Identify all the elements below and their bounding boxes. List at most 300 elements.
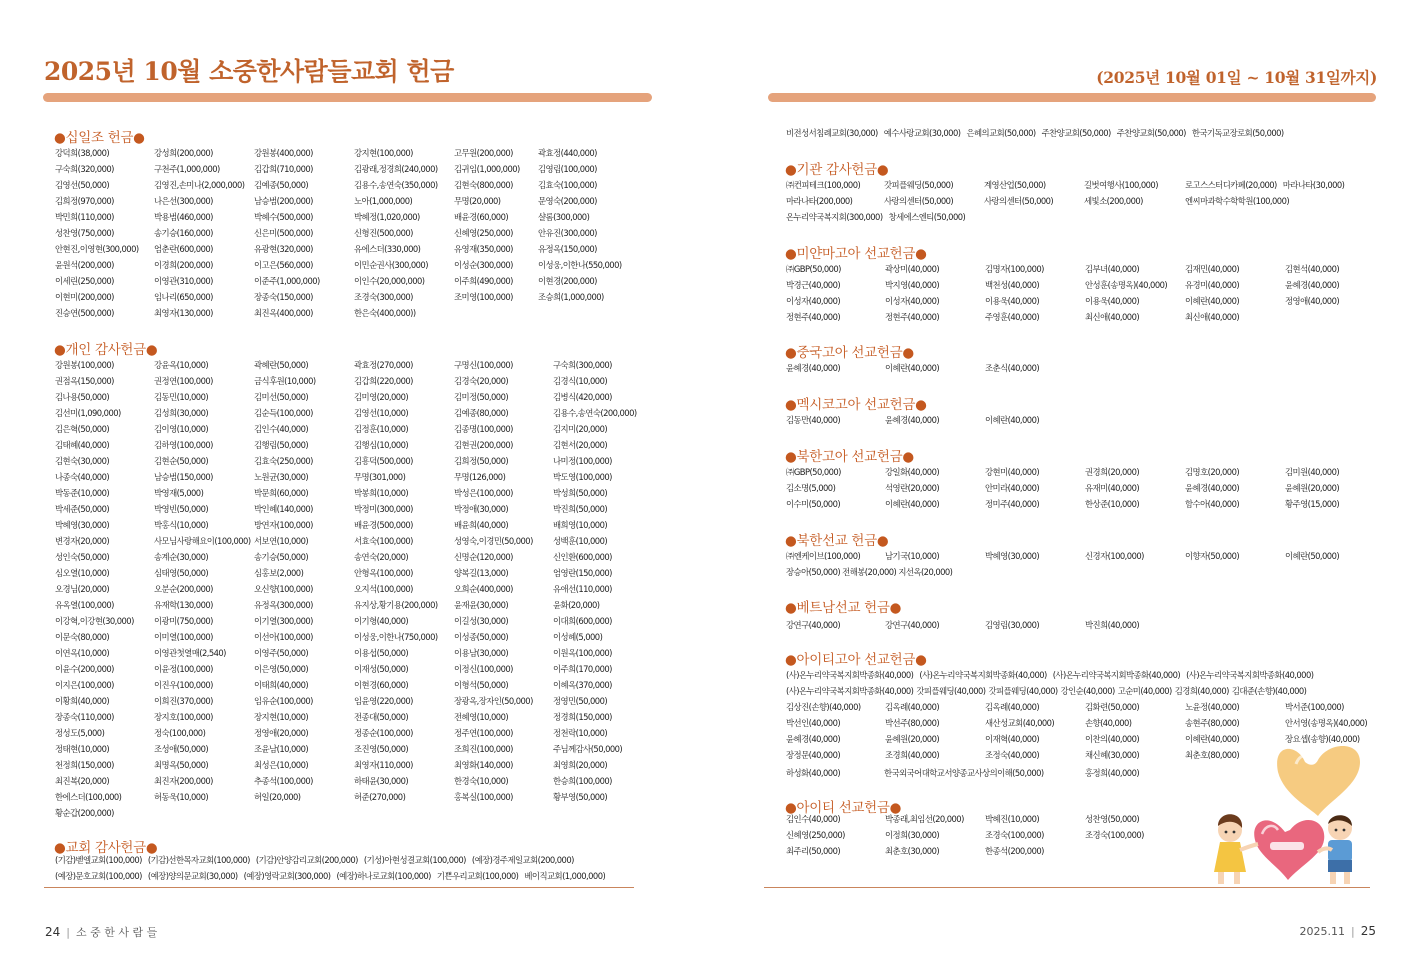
haiti-orphan-title: ●아이티고아 선교헌금●: [785, 652, 927, 668]
list-item: 기쁜우리교회(100,000): [436, 871, 519, 881]
list-item: 이향자(50,000): [1185, 551, 1240, 561]
list-item: 박문희(60,000): [254, 488, 309, 498]
list-item: 정경희(150,000): [553, 712, 612, 722]
list-item: 이희진(370,000): [154, 696, 213, 706]
list-item: 곽혜란(50,000): [254, 360, 309, 370]
list-item: 박세준(50,000): [55, 504, 110, 514]
list-item: 유에스더(330,000): [354, 244, 421, 254]
list-item: 송계순(30,000): [154, 552, 209, 562]
list-item: 이찬의(40,000): [1085, 734, 1140, 744]
list-item: 김효숙(100,000): [538, 180, 597, 190]
list-item: 박영빈(50,000): [154, 504, 209, 514]
list-item: 강일화(40,000): [885, 467, 940, 477]
list-item: (사)온누리약국복지회박종화(40,000): [1186, 670, 1314, 680]
list-item: 엄춘란(600,000): [154, 244, 213, 254]
list-item: 권경희(20,000): [1085, 467, 1140, 477]
list-item: 조경숙(100,000): [1085, 830, 1144, 840]
list-item: 한국외국어대학교서양종교사상의이해(50,000): [884, 768, 1044, 778]
haiti-orphan-lastline: [786, 765, 1145, 781]
list-item: 김미영(20,000): [354, 392, 409, 402]
list-item: 조윤남(10,000): [254, 744, 309, 754]
list-item: 박봉희(10,000): [354, 488, 409, 498]
list-item: 김동만(40,000): [786, 415, 841, 425]
list-item: 이성웅,이한나(750,000): [354, 632, 438, 642]
list-item: 이혜란(50,000): [1285, 551, 1340, 561]
list-item: 강덕희(38,000): [55, 148, 110, 158]
list-item: 갓피플웨딩(40,000): [916, 686, 986, 696]
list-item: 안현진,이영현(300,000): [55, 244, 139, 254]
list-item: 최신애(40,000): [1185, 312, 1240, 322]
haiti-orphan-line-2: [786, 683, 1312, 699]
list-item: 이연옥(10,000): [55, 648, 110, 658]
list-item: 이준주(1,000,000): [254, 276, 320, 286]
list-item: 이경희(200,000): [154, 260, 213, 270]
list-item: 정주연(100,000): [454, 728, 513, 738]
list-item: 김대준(손향)(40,000): [1231, 686, 1307, 696]
list-item: 박혜진(10,000): [985, 814, 1040, 824]
list-item: 정태현(10,000): [55, 744, 110, 754]
list-item: 한경숙(10,000): [454, 776, 509, 786]
list-item: 김용수,송연숙(200,000): [553, 408, 637, 418]
list-item: 이혜란(40,000): [885, 499, 940, 509]
list-item: 김현숙(30,000): [55, 456, 110, 466]
list-item: 심홍보(2,000): [254, 568, 304, 578]
list-item: (기성)아현성결교회(100,000): [363, 855, 466, 865]
list-item: 박종래,최임선(20,000): [885, 814, 964, 824]
list-item: 조희진(100,000): [454, 744, 513, 754]
list-item: 김희정(50,000): [454, 456, 509, 466]
list-item: 이혜란(40,000): [985, 415, 1040, 425]
list-item: 강연구(40,000): [885, 620, 940, 630]
list-item: 김현서(20,000): [553, 440, 608, 450]
list-item: 유정옥(300,000): [254, 600, 313, 610]
list-item: 이수미(50,000): [786, 499, 841, 509]
mexico-list: [786, 412, 1376, 428]
list-item: 황주영(15,000): [1285, 499, 1340, 509]
list-item: 이재성(50,000): [354, 664, 409, 674]
list-item: 구천주(1,000,000): [154, 164, 220, 174]
list-item: 박혜수(500,000): [254, 212, 313, 222]
list-item: 유재미(40,000): [1085, 483, 1140, 493]
list-item: 이재혁(40,000): [985, 734, 1040, 744]
list-item: 무명(301,000): [354, 472, 406, 482]
list-item: 유애선(110,000): [553, 584, 612, 594]
list-item: 이주희(170,000): [553, 664, 612, 674]
list-item: 안유진(300,000): [538, 228, 597, 238]
list-item: 최신애(40,000): [1085, 312, 1140, 322]
list-item: 김명호(20,000): [1185, 467, 1240, 477]
nk-mission-list: [786, 548, 1376, 564]
list-item: 무명(126,000): [454, 472, 506, 482]
list-item: 김행심(10,000): [354, 440, 409, 450]
list-item: 이기형(40,000): [354, 616, 409, 626]
list-item: 김경식(10,000): [553, 376, 608, 386]
list-item: 사랑의센터(50,000): [984, 196, 1054, 206]
personal-title: ●개인 감사헌금●: [54, 342, 158, 358]
list-item: 금식후원(10,000): [254, 376, 316, 386]
list-item: 주찬양교회(50,000): [1116, 128, 1186, 138]
list-item: 최성은(10,000): [254, 760, 309, 770]
list-item: 새산성교회(40,000): [985, 718, 1055, 728]
list-item: 김미원(40,000): [1285, 467, 1340, 477]
list-item: 강인순(40,000): [1060, 686, 1115, 696]
list-item: 허일(20,000): [254, 792, 301, 802]
list-item: 이영관첫열매(2,540): [154, 648, 226, 658]
list-item: 박홍식(10,000): [154, 520, 209, 530]
list-item: 박성희(50,000): [553, 488, 608, 498]
list-item: (사)온누리약국복지회박종화(40,000): [919, 670, 1047, 680]
list-item: 오희순(400,000): [454, 584, 513, 594]
list-item: 정미주(40,000): [985, 499, 1040, 509]
list-item: 최춘호(80,000): [1185, 750, 1240, 760]
list-item: 장종숙(110,000): [55, 712, 114, 722]
list-item: 유영재(350,000): [454, 244, 513, 254]
list-item: 최주리(50,000): [786, 846, 841, 856]
list-item: 이선아(100,000): [254, 632, 313, 642]
list-item: 나미정(100,000): [553, 456, 612, 466]
list-item: 한상준(10,000): [1085, 499, 1140, 509]
list-item: 김행림(50,000): [254, 440, 309, 450]
list-item: 강원봉(100,000): [55, 360, 114, 370]
list-item: 이황희(40,000): [55, 696, 110, 706]
list-item: 강지현(100,000): [354, 148, 413, 158]
list-item: 장광옥,장자인(50,000): [454, 696, 533, 706]
list-item: 최영희(20,000): [553, 760, 608, 770]
list-item: 백천성(40,000): [985, 280, 1040, 290]
right-page-number: 2025.11 | 25: [1299, 924, 1376, 938]
list-item: 임유순(100,000): [254, 696, 313, 706]
list-item: 갓피플웨딩(50,000): [884, 180, 954, 190]
list-item: 엔씨마과학수학학원(100,000): [1185, 196, 1290, 206]
institution-line-3: [786, 209, 971, 225]
list-item: 이혜란(40,000): [1185, 296, 1240, 306]
list-item: 정종순(100,000): [354, 728, 413, 738]
vietnam-title: ●베트남선교 헌금●: [785, 600, 902, 616]
list-item: 정현주(40,000): [786, 312, 841, 322]
list-item: 성인숙(50,000): [55, 552, 110, 562]
vietnam-list: [786, 617, 1376, 633]
list-item: 조성애(50,000): [154, 744, 209, 754]
list-item: 유정옥(150,000): [538, 244, 597, 254]
list-item: 박영재(5,000): [154, 488, 204, 498]
list-item: 권정연(100,000): [154, 376, 213, 386]
list-item: 최영자(130,000): [154, 308, 213, 318]
list-item: 이세린(250,000): [55, 276, 114, 286]
list-item: 오신향(100,000): [254, 584, 313, 594]
list-item: 김선미(1,090,000): [55, 408, 121, 418]
list-item: 한승희(100,000): [553, 776, 612, 786]
list-item: 한국기독교장로회(50,000): [1191, 128, 1284, 138]
list-item: 남승범(150,000): [154, 472, 213, 482]
list-item: 김미정(50,000): [454, 392, 509, 402]
list-item: 노윤정(40,000): [1185, 702, 1240, 712]
list-item: 김예종(50,000): [254, 180, 309, 190]
list-item: 정현주(40,000): [885, 312, 940, 322]
list-item: 이성순(300,000): [454, 260, 513, 270]
list-item: 사모님사랑해요이(100,000): [154, 536, 251, 546]
list-item: 박동준(10,000): [55, 488, 110, 498]
list-item: 배윤희(40,000): [454, 520, 509, 530]
list-item: 박혜정(1,020,000): [354, 212, 420, 222]
period-text: (2025년 10월 01일 ~ 10월 31일까지): [1096, 68, 1377, 87]
list-item: 이성자(40,000): [786, 296, 841, 306]
list-item: 박선인(40,000): [786, 718, 841, 728]
list-item: 정성도(5,000): [55, 728, 105, 738]
list-item: 박서준(100,000): [1285, 702, 1344, 712]
list-item: 이용섭(50,000): [354, 648, 409, 658]
list-item: 김예종(80,000): [454, 408, 509, 418]
list-item: 이성웅,이한나(550,000): [538, 260, 622, 270]
list-item: 김나용(50,000): [55, 392, 110, 402]
list-item: 윤원석(200,000): [55, 260, 114, 270]
list-item: 김영선(10,000): [354, 408, 409, 418]
page-title: 2025년 10월 소중한사람들교회 헌금: [44, 57, 454, 86]
list-item: 송연숙(20,000): [354, 552, 409, 562]
list-item: 박민희(110,000): [55, 212, 114, 222]
church-line-3: [786, 125, 1290, 141]
list-item: 노원균(30,000): [254, 472, 309, 482]
institution-line-2: [786, 193, 1295, 209]
list-item: 이형석(50,000): [454, 680, 509, 690]
list-item: 나은선(300,000): [154, 196, 213, 206]
list-item: 조경숙(100,000): [985, 830, 1044, 840]
list-item: 신명순(120,000): [454, 552, 513, 562]
list-item: 정숙(100,000): [154, 728, 206, 738]
list-item: 온누리약국복지회(300,000): [786, 212, 883, 222]
list-item: 곽효정(270,000): [354, 360, 413, 370]
list-item: 박정미(300,000): [354, 504, 413, 514]
list-item: 김효숙(250,000): [254, 456, 313, 466]
list-item: 세빛소(200,000): [1084, 196, 1143, 206]
church-line-2: [55, 868, 611, 884]
list-item: 배윤경(60,000): [454, 212, 509, 222]
list-item: 마라나타(200,000): [786, 196, 853, 206]
list-item: 박진희(40,000): [1085, 620, 1140, 630]
list-item: 박지영(40,000): [885, 280, 940, 290]
haiti-mission-list: [786, 811, 1186, 859]
list-item: 유경미(40,000): [1185, 280, 1240, 290]
list-item: 최영화(140,000): [454, 760, 513, 770]
list-item: 베이직교회(1,000,000): [524, 871, 606, 881]
list-item: 김옥례(40,000): [885, 702, 940, 712]
list-item: 성찬영(750,000): [55, 228, 114, 238]
list-item: 박도영(100,000): [553, 472, 612, 482]
list-item: (예장)하나로교회(100,000): [336, 871, 431, 881]
list-item: 강원봉(400,000): [254, 148, 313, 158]
nk-orphan-title: ●북한고아 선교헌금●: [785, 449, 914, 465]
list-item: 서보연(10,000): [254, 536, 309, 546]
list-item: 이용욱(40,000): [1085, 296, 1140, 306]
list-item: 곽효정(440,000): [538, 148, 597, 158]
list-item: 마라나타(30,000): [1282, 180, 1345, 190]
list-item: 이혜옥(370,000): [553, 680, 612, 690]
list-item: 최진자(200,000): [154, 776, 213, 786]
list-item: 김영림(100,000): [538, 164, 597, 174]
list-item: 김옥례(40,000): [985, 702, 1040, 712]
list-item: 신인환(600,000): [553, 552, 612, 562]
nk-orphan-list: [786, 464, 1376, 512]
list-item: 이성자(40,000): [885, 296, 940, 306]
list-item: 박혜영(30,000): [55, 520, 110, 530]
list-item: (예장)영락교회(300,000): [243, 871, 331, 881]
list-item: 김재민(40,000): [1185, 264, 1240, 274]
church-title: ●교회 감사헌금●: [54, 840, 158, 856]
list-item: 이태희(40,000): [254, 680, 309, 690]
list-item: 배희영(10,000): [553, 520, 608, 530]
list-item: 성영숙,이경민(50,000): [454, 536, 533, 546]
list-item: 장지호(100,000): [154, 712, 213, 722]
list-item: 김동민(10,000): [154, 392, 209, 402]
list-item: 김희정(970,000): [55, 196, 114, 206]
list-item: 이대희(600,000): [553, 616, 612, 626]
list-item: 하태윤(30,000): [354, 776, 409, 786]
list-item: 남기국(10,000): [885, 551, 940, 561]
list-item: 이민순권사(300,000): [354, 260, 428, 270]
list-item: 샬롬(300,000): [538, 212, 590, 222]
list-item: 이영주(50,000): [254, 648, 309, 658]
list-item: 이현경(60,000): [354, 680, 409, 690]
list-item: 김현숙(800,000): [454, 180, 513, 190]
list-item: 박인혜(140,000): [254, 504, 313, 514]
list-item: 유지상,황기용(200,000): [354, 600, 438, 610]
list-item: 윤혜경(40,000): [1285, 280, 1340, 290]
list-item: ㈜컨피테크(100,000): [786, 180, 861, 190]
list-item: (사)온누리약국복지회박종화(40,000): [786, 670, 914, 680]
list-item: 이성종(50,000): [454, 632, 509, 642]
list-item: 이인수(20,000,000): [354, 276, 425, 286]
list-item: 전혜영(10,000): [454, 712, 509, 722]
list-item: 김인수(40,000): [786, 814, 841, 824]
list-item: 고순미(40,000): [1117, 686, 1172, 696]
list-item: 박경근(40,000): [786, 280, 841, 290]
list-item: 강윤옥(10,000): [154, 360, 209, 370]
list-item: 윤혜경(40,000): [786, 363, 841, 373]
list-item: 이기열(300,000): [254, 616, 313, 626]
list-item: (예장)문호교회(100,000): [55, 871, 142, 881]
list-item: 김용수,송연숙(350,000): [354, 180, 438, 190]
list-item: 성찬영(50,000): [1085, 814, 1140, 824]
list-item: 김병식(420,000): [553, 392, 612, 402]
list-item: (사)온누리약국복지회박종화(40,000): [786, 686, 914, 696]
list-item: 윤화(20,000): [553, 600, 600, 610]
list-item: 길벗여행사(100,000): [1084, 180, 1158, 190]
list-item: 한종석(200,000): [985, 846, 1044, 856]
list-item: 윤혜원(20,000): [1285, 483, 1340, 493]
list-item: (기감)벧엘교회(100,000): [55, 855, 142, 865]
list-item: 최춘호(30,000): [885, 846, 940, 856]
children-heart-illustration: [1200, 740, 1370, 888]
list-item: 박혜영(30,000): [985, 551, 1040, 561]
list-item: 방연자(100,000): [254, 520, 313, 530]
list-item: 장요셉(송향)(40,000): [1285, 734, 1360, 744]
list-item: 오분순(200,000): [154, 584, 213, 594]
list-item: 정영애(20,000): [254, 728, 309, 738]
list-item: 조승희(1,000,000): [538, 292, 604, 302]
list-item: 안서영(송명옥)(40,000): [1285, 718, 1368, 728]
list-item: 이혜란(40,000): [1185, 734, 1240, 744]
list-item: 양복길(13,000): [454, 568, 509, 578]
list-item: 김소명(5,000): [786, 483, 836, 493]
list-item: 김태혜(40,000): [55, 440, 110, 450]
list-item: 윤재윤(30,000): [454, 600, 509, 610]
list-item: 조정숙(40,000): [985, 750, 1040, 760]
institution-title: ●기관 감사헌금●: [785, 162, 889, 178]
list-item: 신혜영(250,000): [454, 228, 513, 238]
list-item: 최영자(110,000): [354, 760, 413, 770]
list-item: 윤혜경(40,000): [1185, 483, 1240, 493]
list-item: 허동욱(10,000): [154, 792, 209, 802]
list-item: 전종대(50,000): [354, 712, 409, 722]
list-item: 이진우(100,000): [154, 680, 213, 690]
list-item: 신경자(100,000): [1085, 551, 1144, 561]
list-item: 임윤영(220,000): [354, 696, 413, 706]
list-item: 안형옥(100,000): [354, 568, 413, 578]
list-item: 김영림(30,000): [985, 620, 1040, 630]
list-item: 채신혜(30,000): [1085, 750, 1140, 760]
list-item: 진승연(500,000): [55, 308, 114, 318]
list-item: 함수아(40,000): [1185, 499, 1240, 509]
list-item: 석영란(20,000): [885, 483, 940, 493]
list-item: 나종숙(40,000): [55, 472, 110, 482]
list-item: 김영선(50,000): [55, 180, 110, 190]
list-item: 창세에스엔티(50,000): [888, 212, 966, 222]
list-item: 변경자(20,000): [55, 536, 110, 546]
list-item: 이광미(750,000): [154, 616, 213, 626]
tithe-list: [55, 145, 655, 321]
list-item: 천정희(150,000): [55, 760, 114, 770]
list-item: 이성혜(5,000): [553, 632, 603, 642]
list-item: 이주희(490,000): [454, 276, 513, 286]
myanmar-list: [786, 261, 1376, 325]
list-item: 오지석(100,000): [354, 584, 413, 594]
list-item: 김갑희(220,000): [354, 376, 413, 386]
list-item: 정영애(40,000): [1285, 296, 1340, 306]
list-item: 계영산업(50,000): [984, 180, 1046, 190]
list-item: 송기승(160,000): [154, 228, 213, 238]
list-item: 이현경(200,000): [538, 276, 597, 286]
list-item: 구숙희(300,000): [553, 360, 612, 370]
list-item: 김상진(손향)(40,000): [786, 702, 861, 712]
list-item: 이정희(30,000): [885, 830, 940, 840]
list-item: 김경희(40,000): [1174, 686, 1229, 696]
list-item: 김영진,손미나(2,000,000): [154, 180, 245, 190]
list-item: (예장)경주제일교회(200,000): [471, 855, 574, 865]
list-item: 하성화(40,000): [786, 768, 841, 778]
list-item: 심태영(50,000): [154, 568, 209, 578]
list-item: 김현순(50,000): [154, 456, 209, 466]
list-item: 이문숙(80,000): [55, 632, 110, 642]
list-item: 이윤수(200,000): [55, 664, 114, 674]
list-item: 이강혁,이강현(30,000): [55, 616, 134, 626]
list-item: 사랑의센터(50,000): [884, 196, 954, 206]
list-item: 김성희(30,000): [154, 408, 209, 418]
list-item: 장지현(10,000): [254, 712, 309, 722]
list-item: 이길성(30,000): [454, 616, 509, 626]
list-item: 이미열(100,000): [154, 632, 213, 642]
list-item: 주찬양교회(50,000): [1041, 128, 1111, 138]
list-item: 곽상미(40,000): [885, 264, 940, 274]
list-item: 갓피플웨딩(40,000): [988, 686, 1058, 696]
list-item: 김갑희(710,000): [254, 164, 313, 174]
list-item: 이정신(100,000): [454, 664, 513, 674]
list-item: (기감)선한목자교회(100,000): [147, 855, 250, 865]
list-item: 김종명(100,000): [454, 424, 513, 434]
list-item: 구숙희(320,000): [55, 164, 114, 174]
list-item: 윤혜경(40,000): [885, 415, 940, 425]
institution-line-1: [786, 177, 1350, 193]
list-item: 정천락(10,000): [553, 728, 608, 738]
list-item: ㈜엔케이브(100,000): [786, 551, 861, 561]
